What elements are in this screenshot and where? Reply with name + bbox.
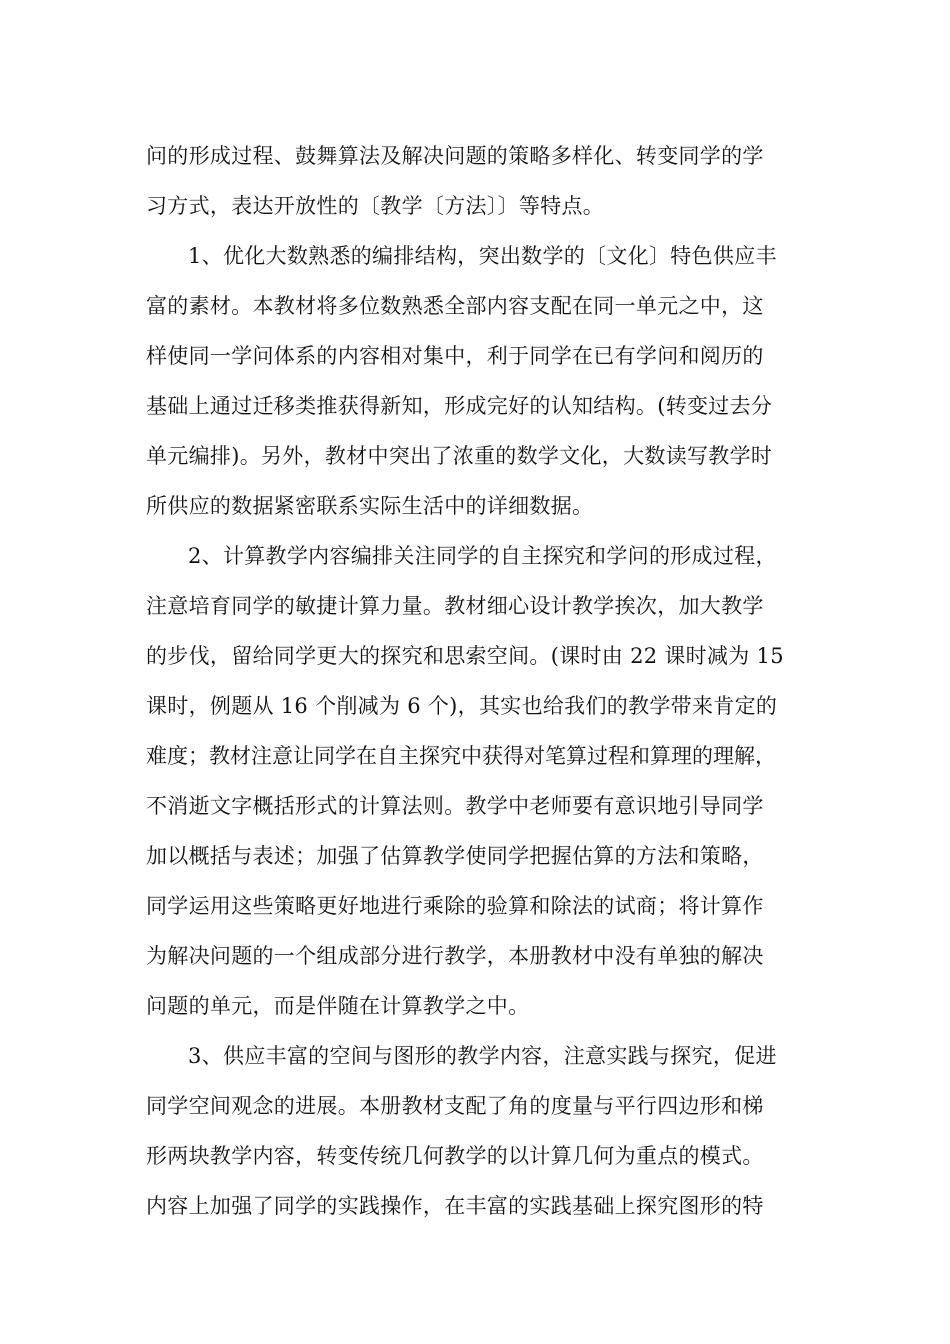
text-line: 样使同一学问体系的内容相对集中，利于同学在已有学问和阅历的	[146, 344, 764, 368]
text-line: 内容上加强了同学的实践操作，在丰富的实践基础上探究图形的特	[146, 1194, 764, 1218]
text-line: 3、供应丰富的空间与图形的教学内容，注意实践与探究，促进	[188, 1044, 777, 1068]
text-line: 同学运用这些策略更好地进行乘除的验算和除法的试商；将计算作	[146, 894, 764, 918]
text-line: 1、优化大数熟悉的编排结构，突出数学的〔文化〕特色供应丰	[188, 244, 777, 268]
document-body	[146, 131, 812, 1231]
text-line: 注意培育同学的敏捷计算力量。教材细心设计教学挨次，加大教学	[146, 594, 764, 618]
text-line: 2、计算教学内容编排关注同学的自主探究和学问的形成过程，	[188, 544, 777, 568]
text-line: 基础上通过迁移类推获得新知，形成完好的认知结构。(转变过去分	[146, 394, 773, 418]
text-line: 为解决问题的一个组成部分进行教学，本册教材中没有单独的解决	[146, 944, 764, 968]
text-line: 形两块教学内容，转变传统几何教学的以计算几何为重点的模式。	[146, 1144, 764, 1168]
text-line: 单元编排)。另外，教材中突出了浓重的数学文化，大数读写教学时	[146, 444, 773, 468]
text-line: 加以概括与表述；加强了估算教学使同学把握估算的方法和策略，	[146, 844, 764, 868]
text-line: 难度；教材注意让同学在自主探究中获得对笔算过程和算理的理解，	[146, 744, 776, 768]
text-line: 习方式，表达开放性的〔教学〔方法〕〕等特点。	[146, 194, 605, 218]
text-line: 问的形成过程、鼓舞算法及解决问题的策略多样化、转变同学的学	[146, 144, 764, 168]
text-line: 不消逝文字概括形式的计算法则。教学中老师要有意识地引导同学	[146, 794, 764, 818]
text-line: 的步伐，留给同学更大的探究和思索空间。(课时由 22 课时减为 15	[146, 644, 784, 668]
text-line: 问题的单元，而是伴随在计算教学之中。	[146, 994, 530, 1018]
text-line: 富的素材。本教材将多位数熟悉全部内容支配在同一单元之中，这	[146, 294, 764, 318]
text-line: 同学空间观念的进展。本册教材支配了角的度量与平行四边形和梯	[146, 1094, 764, 1118]
text-line: 所供应的数据紧密联系实际生活中的详细数据。	[146, 494, 594, 518]
text-line: 课时，例题从 16 个削减为 6 个)，其实也给我们的教学带来肯定的	[146, 694, 778, 718]
